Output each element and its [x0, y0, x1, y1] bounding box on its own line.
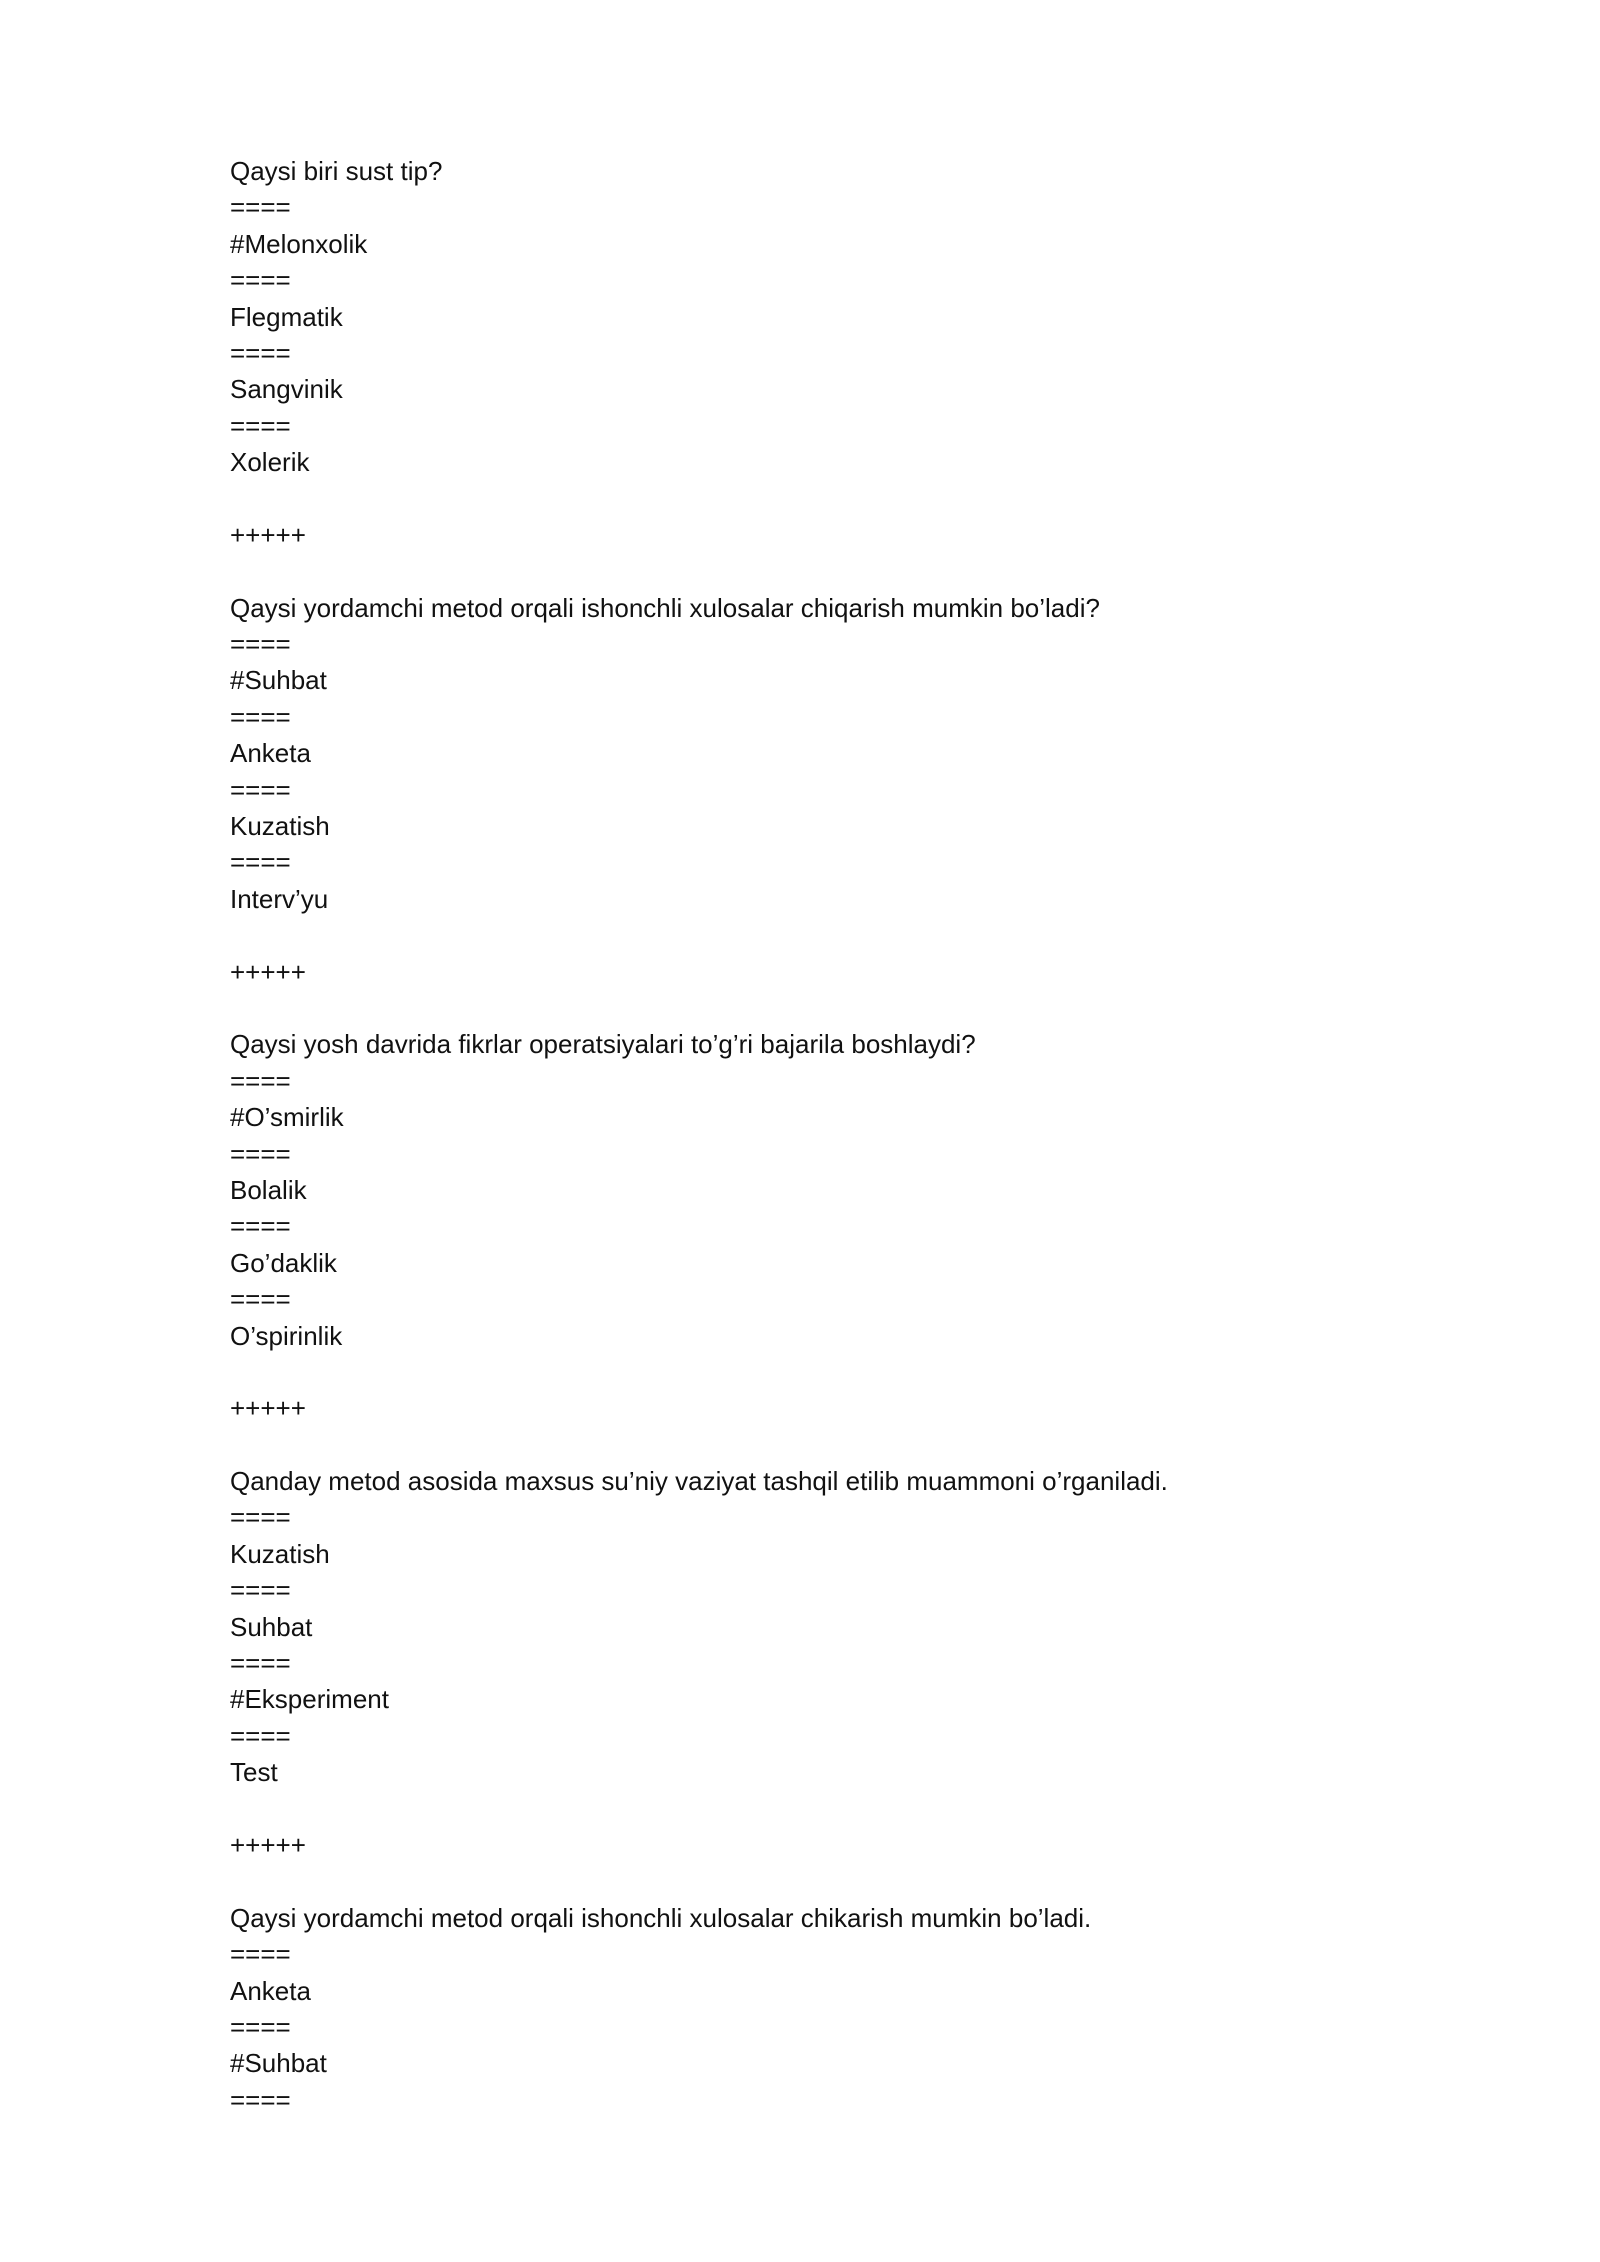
option-separator: ==== [230, 847, 291, 878]
option-separator: ==== [230, 1138, 291, 1169]
option-text: Kuzatish [230, 1538, 330, 1569]
option-separator: ==== [230, 337, 291, 368]
option-separator: ==== [230, 192, 291, 223]
option-text: O’spirinlik [230, 1320, 343, 1351]
blank-line [230, 1427, 1410, 1463]
option-separator: ==== [230, 1575, 291, 1606]
option-text: Suhbat [230, 1611, 313, 1642]
option-text: Sangvinik [230, 374, 343, 405]
option-separator: ==== [230, 629, 291, 660]
option-text: Xolerik [230, 447, 310, 478]
question-text: Qaysi biri sust tip? [230, 156, 443, 186]
option-separator: ==== [230, 774, 291, 805]
option-text: #Suhbat [230, 665, 327, 696]
option-separator: ==== [230, 1939, 291, 1970]
block-end-marker: +++++ [230, 956, 306, 987]
option-text: #Melonxolik [230, 228, 368, 259]
option-text: Bolalik [230, 1174, 307, 1205]
option-separator: ==== [230, 265, 291, 296]
option-text: #Eksperiment [230, 1684, 389, 1715]
option-separator: ==== [230, 1284, 291, 1315]
question-text: Qaysi yordamchi metod orqali ishonchli xulosalar chikarish mumkin bo’ladi. [230, 1902, 1092, 1933]
option-text: Anketa [230, 738, 311, 769]
option-text: Go’daklik [230, 1247, 337, 1278]
blank-line [230, 990, 1410, 1026]
block-end-marker: +++++ [230, 519, 306, 550]
blank-line [230, 481, 1410, 517]
option-text: Interv’yu [230, 883, 329, 914]
option-separator: ==== [230, 1211, 291, 1242]
option-text: Anketa [230, 1975, 311, 2006]
block-end-marker: +++++ [230, 1829, 306, 1860]
question-text: Qanday metod asosida maxsus su’niy vaziyat tashqil etilib muammoni o’rganiladi. [230, 1466, 1168, 1497]
document-content [230, 153, 1410, 2118]
option-separator: ==== [230, 410, 291, 441]
question-text: Qaysi yordamchi metod orqali ishonchli xulosalar chiqarish mumkin bo’ladi? [230, 592, 1100, 623]
option-separator: ==== [230, 2084, 291, 2115]
blank-line [230, 1791, 1410, 1827]
question-text: Qaysi yosh davrida fikrlar operatsiyalari to’g’ri bajarila boshlaydi? [230, 1029, 976, 1060]
blank-line [230, 1863, 1410, 1899]
blank-line [230, 917, 1410, 953]
block-end-marker: +++++ [230, 1393, 306, 1424]
option-text: Kuzatish [230, 811, 330, 842]
option-separator: ==== [230, 1065, 291, 1096]
option-separator: ==== [230, 2011, 291, 2042]
blank-line [230, 1354, 1410, 1390]
option-text: #O’smirlik [230, 1102, 344, 1133]
option-separator: ==== [230, 1720, 291, 1751]
option-separator: ==== [230, 1648, 291, 1679]
option-text: Test [230, 1757, 278, 1788]
blank-line [230, 553, 1410, 589]
option-separator: ==== [230, 701, 291, 732]
option-text: Flegmatik [230, 301, 343, 332]
option-separator: ==== [230, 1502, 291, 1533]
option-text: #Suhbat [230, 2048, 327, 2079]
